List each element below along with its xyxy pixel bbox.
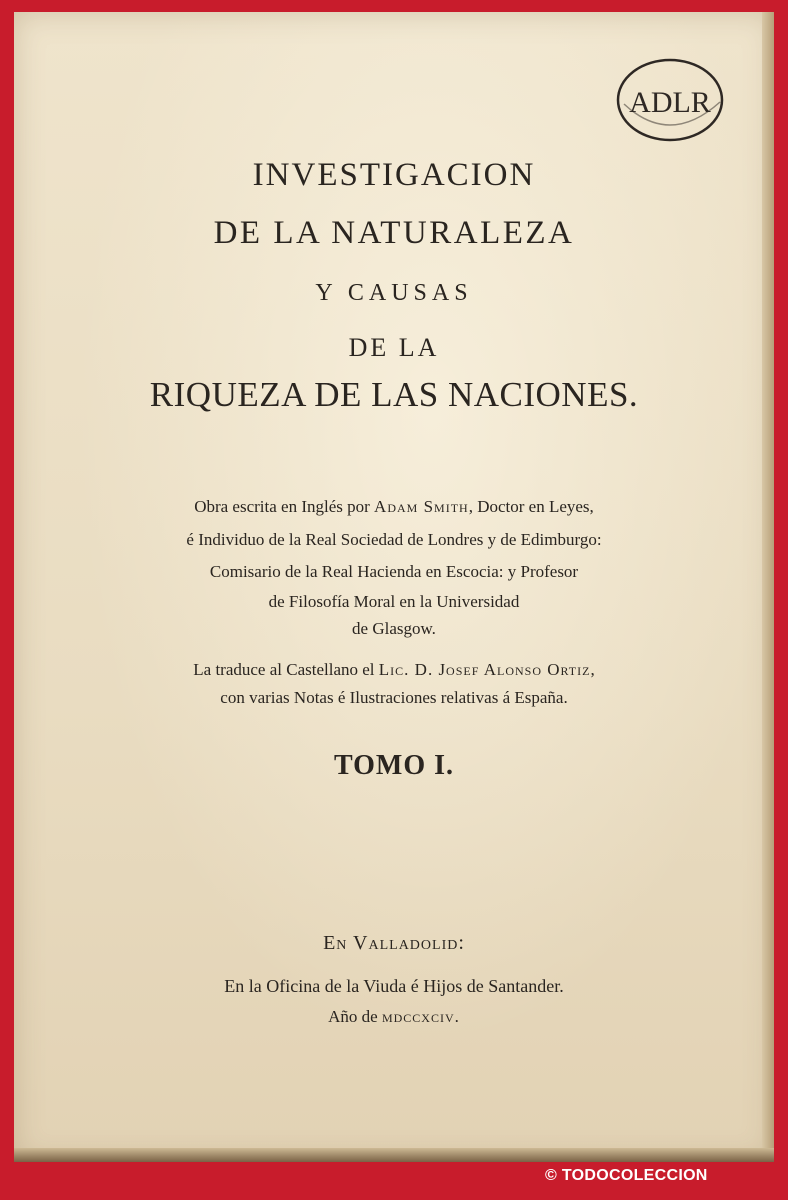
translator-name: Lic. D. Josef Alonso Ortiz <box>378 660 591 679</box>
description-line-4: de Filosofía Moral en la Universidad <box>268 592 520 611</box>
description-line-1-tail: , Doctor en Leyes, <box>468 497 594 516</box>
description-line-5: de Glasgow. <box>352 619 436 638</box>
imprint-place: En Valladolid: <box>323 932 465 954</box>
translator-line-1-tail: , <box>590 660 595 679</box>
book-page <box>14 12 774 1162</box>
description-line-3: Comisario de la Real Hacienda en Escocia: y Profesor <box>209 562 579 581</box>
watermark: © TODOCOLECCION <box>545 1167 708 1184</box>
translator-line-1 <box>14 660 774 680</box>
imprint-year <box>14 1007 774 1027</box>
imprint-year-lead: Año de <box>328 1007 382 1026</box>
description-line-1-lead: Obra escrita en Inglés por <box>194 497 375 516</box>
stamp-text: ADLR <box>629 86 711 119</box>
description-line-2: é Individuo de la Real Sociedad de Londres y de Edimburgo: <box>186 530 602 549</box>
author-name: Adam Smith <box>374 497 469 516</box>
imprint-printer: En la Oficina de la Viuda é Hijos de Santander. <box>224 976 564 996</box>
page-bottom-edge <box>14 1148 774 1162</box>
translator-line-2: con varias Notas é Ilustraciones relativas á España. <box>220 688 568 707</box>
library-stamp <box>612 52 730 150</box>
title-line-4: DE LA <box>348 333 440 362</box>
volume-number: TOMO I. <box>333 750 455 781</box>
title-line-5: RIQUEZA DE LAS NACIONES. <box>149 375 639 414</box>
translator-line-1-lead: La traduce al Castellano el <box>193 660 379 679</box>
title-line-2: DE LA NATURALEZA <box>213 215 575 251</box>
stamp-oval-icon <box>612 52 730 150</box>
title-line-1: INVESTIGACION <box>252 157 536 193</box>
description-line-1 <box>14 497 774 517</box>
imprint-year-roman: mdccxciv. <box>381 1007 460 1026</box>
title-line-3: Y CAUSAS <box>315 280 473 306</box>
